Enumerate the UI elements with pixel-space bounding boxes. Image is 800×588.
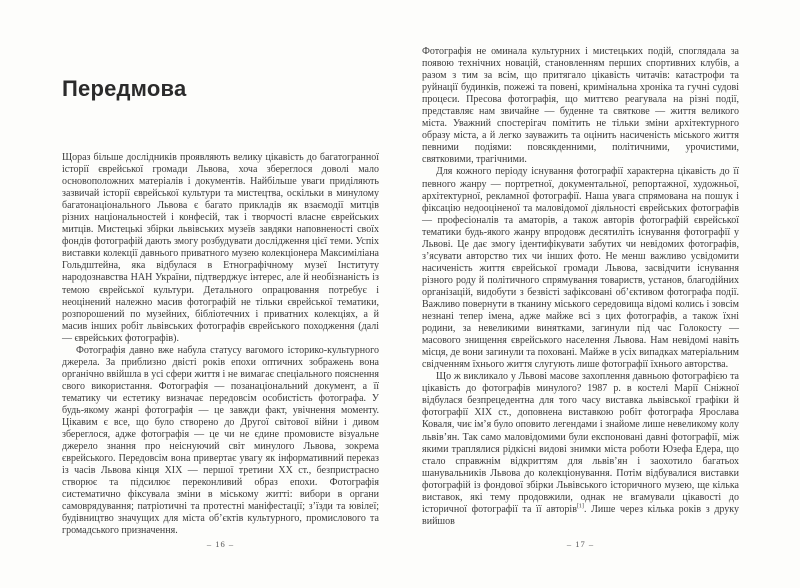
paragraph: Для кожного періоду існування фотографії характерна цікавість до її певного жанру — портретної, документальної, репортажної, художньої, архітектурної, рекламної фотографії. Наша увага спрямована на пошук і фіксацію недооціненої та маловідомої діяльності єврейських фотографів — професіоналів та аматорів, а також авторів фотографій єврейської тематики будь-якого жанру впродовж десятиліть існування фотографії у Львові. Це дає змогу ідентифікувати забутих чи невідомих фотографів, з’ясувати авторство тих чи інших фото. Не менш важливо усвідомити насиченість життя єврейської громади Львова, засвідчити існування різного роду й політичного спрямування товариств, установ, благодійних організацій, видобути з безвісті зафіксовані об’єктивом фотографа події. Важливо повернути в тканину міського середовища відомі колись і зовсім незнані тепер імена, адже майже всі з цих фотографів, а також їхні родини, за невеликими винятками, загинули під час Голокосту — масового знищення єврейського населення Львова. Нам невідомі навіть місця, де вони загинули та поховані. Майже в усіх випадках матеріальним свідченням їхнього життя слугують лише фотографії їхнього авторства. — [422, 166, 739, 371]
paragraph: Фотографія не оминала культурних і мистецьких подій, споглядала за появою технічних новацій, становленням перших спортивних клубів, а разом з тим за всім, що притягало цікавість читачів: катастрофи та руйнації будинків, пожежі та повені, кримінальна хроніка та гучні судові процеси. Пресова фотографія, що миттєво реагувала на різні події, представляє нам звичайне — буденне та святкове — життя великого міста. Уважний спостерігач помітить не тільки зміни архітектурного образу міста, а й легко зауважить та оцінить насиченість міського життя певними подіями: повсякденними, політичними, урочистими, святковими, трагічними. — [422, 46, 739, 166]
chapter-title: Передмова — [62, 76, 187, 101]
paragraph: Фотографія давно вже набула статусу вагомого історико-культурного джерела. За приблизно двісті років епохи оптичних зображень вона органічно ввійшла в усі сфери життя і не вимагає спеціального пояснення свого використання. Фотографія — позанаціональний документ, а її тематику чи естетику визначає передовсім особистість фотографа. У будь-якому жанрі фотографія — це завжди факт, увічнення моменту. Цікавим є все, що було створено до Другої світової війни і дивом збереглося, адже фотографія — це чи не єдине промовисте візуальне джерело знання про неіснуючий світ минулого Львова, зокрема єврейського. Передовсім вона привертає увагу як інформативний переказ із часів Львова кінця XIX — першої третини XX ст., безпристрасно створює та підсилює переконливий образ епохи. Фотографія систематично фіксувала зміни в міському житті: вибори в органи самоврядування; патріотичні та протестні маніфестації; з’їзди та ювілеї; будівництво значущих для міста об’єктів культурного, промислового та громадського призначення. — [62, 344, 379, 537]
paragraph-text: Що ж викликало у Львові масове захоплення давньою фотографією та цікавість до фотографів минулого? 1987 р. в костелі Марії Сніжної відбулася безпрецедентна для того часу виставка львівської графіки й фотографії XIX ст., доповнена виставкою робіт фотографа Ярослава Коваля, чиє ім’я було оповито легендами і знайоме лише невеликому колу львів’ян. Так само маловідомими були експоновані давні фотографії, між якими траплялися рідкісні видові знимки міста роботи Юзефа Едера, що стало справжнім відкриттям для львів’ян і заохотило багатьох шанувальників Львова до колекціонування. Потім відбувалися виставки фотографій із фондової збірки Львівського історичного музею, ще кілька виставок, які тему продовжили, однак не вгамували цікавості до історичної фотографії та її авторів — [422, 371, 739, 515]
left-page-body — [62, 152, 379, 538]
paragraph — [422, 371, 739, 528]
page-number-left: – 16 – — [206, 539, 235, 549]
paragraph-text: . Лише через кілька років з друку вийшов — [422, 503, 739, 527]
page-right — [400, 0, 800, 588]
paragraph: Щораз більше дослідників проявляють велику цікавість до багатогранної історії єврейської громади Львова, хоча збереглося доволі мало основоположних матеріалів і документів. Найбільше уваги приділяють зазвичай історії єврейської культури та мистецтва, оскільки в минулому багатонаціонального Львова є багато прикладів як взаємодії митців різних національностей і конфесій, так і творчості власне єврейських митців. Мистецькі збірки львівських музеїв завдяки наповненості своїх фондів фотографій дають змогу розбудувати дослідження цієї теми. Успіх виставки колекції давнього приватного музею колекціонера Максиміліана Гольдштейна, яка відбулася в Етнографічному музеї Інституту народознавства НАН України, підтверджує інтерес, але й необізнаність із темою єврейської культури. Детального опрацювання потребує і неоцінений належно масив фотографій не тільки єврейської тематики, розпорошений по музейних, бібліотечних і приватних колекціях, а й масив інших робіт львівських фотографів єврейського походження (далі — єврейських фотографів). — [62, 152, 379, 344]
page-number-right: – 17 – — [566, 539, 595, 549]
footnote-marker: [1] — [576, 503, 584, 510]
right-page-body — [422, 46, 739, 528]
